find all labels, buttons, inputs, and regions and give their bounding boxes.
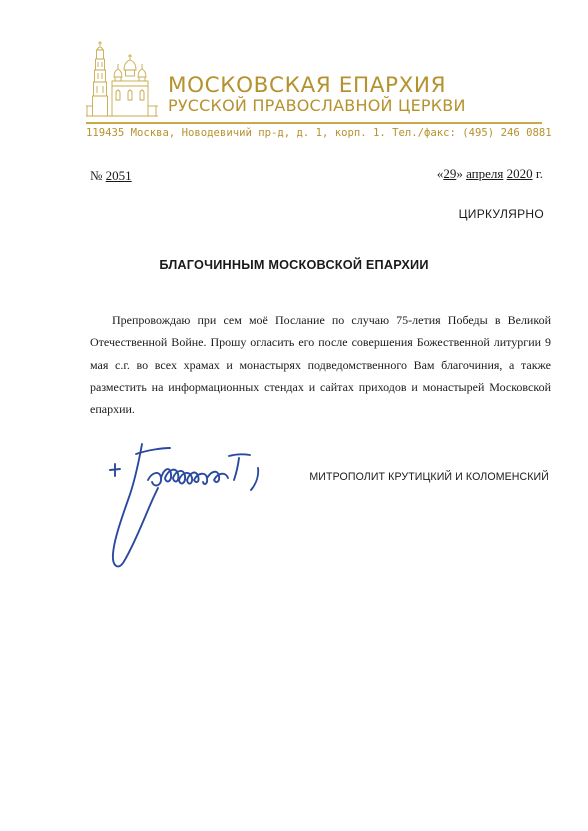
document-number-value: 2051	[105, 168, 132, 183]
signer-title: МИТРОПОЛИТ КРУТИЦКИЙ И КОЛОМЕНСКИЙ	[309, 471, 549, 483]
document-number-prefix: №	[90, 168, 103, 183]
letterhead	[86, 40, 552, 140]
org-subtitle: РУССКОЙ ПРАВОСЛАВНОЙ ЦЕРКВИ	[168, 96, 466, 115]
handwritten-signature	[108, 436, 274, 574]
date-day: 29	[443, 166, 457, 181]
org-title: МОСКОВСКАЯ ЕПАРХИЯ	[168, 73, 447, 98]
document-type: ЦИРКУЛЯРНО	[458, 207, 544, 221]
letter-body: Препровождаю при сем моё Послание по случаю 75-летия Победы в Великой Отечественной Войне. Прошу огласить его после совершения Божественной литургии 9 мая с.г. во всех храмах и монастырях подведомственного Вам благочиния, а также разместить на информационных стендах и сайтах приходов и монастырей Московской епархии.	[90, 313, 551, 417]
date-suffix: г.	[535, 166, 543, 181]
date-close-quote: »	[456, 166, 463, 181]
letterhead-divider	[86, 122, 542, 124]
date-year: 2020	[506, 166, 533, 181]
monastery-icon	[86, 40, 158, 120]
document-date	[437, 166, 543, 182]
date-open-quote: «	[436, 166, 444, 181]
org-address: 119435 Москва, Новодевичий пр-д, д. 1, корп. 1. Тел./факс: (495) 246 0881	[86, 127, 552, 139]
addressee-heading: БЛАГОЧИННЫМ МОСКОВСКОЙ ЕПАРХИИ	[159, 258, 429, 272]
document-number	[90, 168, 132, 184]
date-month: апреля	[466, 166, 504, 181]
